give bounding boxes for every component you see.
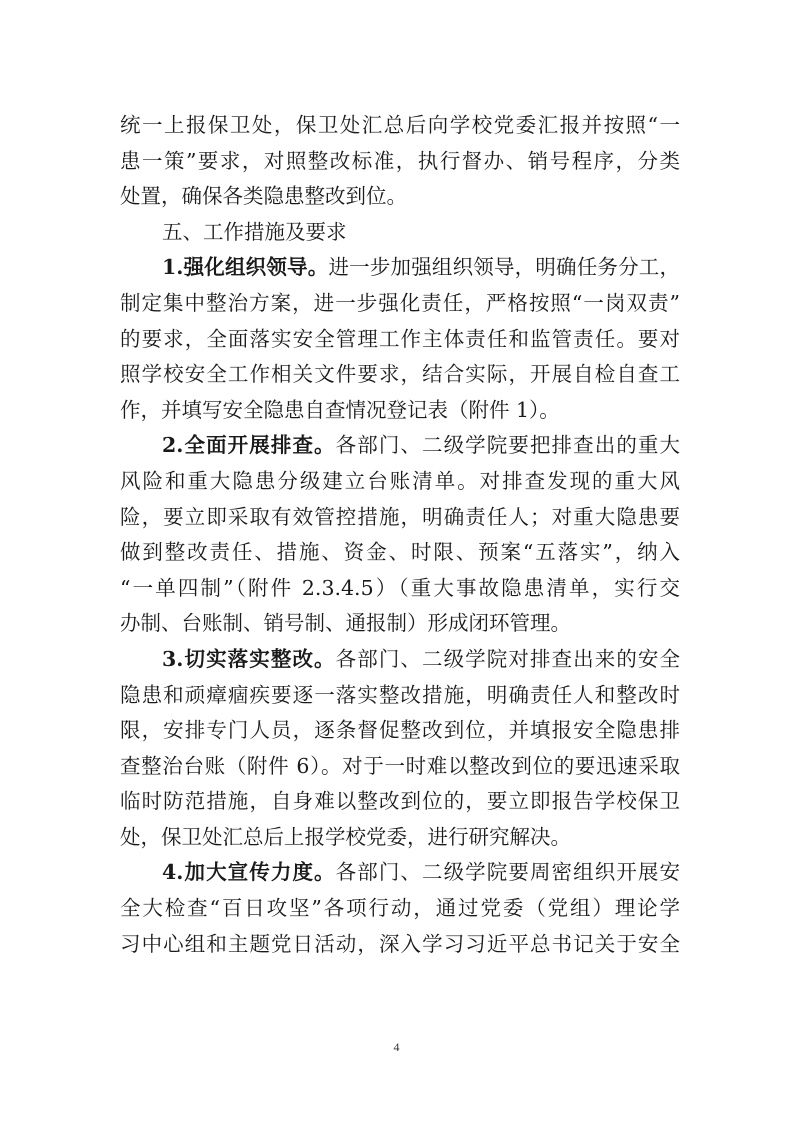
document-body [120,108,680,962]
text-line: 办制、台账制、销号制、通报制）形成闭环管理。 [120,611,571,636]
item-2-first-line [120,428,680,464]
item-1-first-line [120,250,680,286]
item-4-first-rest: 各部门、二级学院要周密组织开展安 [335,860,681,885]
text-line: 全大检查“百日攻坚”各项行动，通过党委（党组）理论学 [120,896,680,921]
text-line: 风险和重大隐患分级建立台账清单。对排查发现的重大风 [120,468,680,493]
item-4-first-line [120,855,680,891]
item-3-first-line [120,642,680,678]
text-line: 做到整改责任、措施、资金、时限、预案“五落实”，纳入 [120,540,680,565]
item-4-title: 4.加大宣传力度。 [162,860,336,885]
text-line: 的要求，全面落实安全管理工作主体责任和监管责任。要对 [120,326,680,351]
item-3-title: 3.切实落实整改。 [162,646,336,671]
item-2-first-rest: 各部门、二级学院要把排查出的重大 [335,433,681,458]
text-line: 处置，确保各类隐患整改到位。 [120,184,407,209]
text-line: 习中心组和主题党日活动，深入学习习近平总书记关于安全 [120,931,680,956]
page-number: 4 [393,1040,400,1054]
text-line: 隐患和顽瘴痼疾要逐一落实整改措施，明确责任人和整改时 [120,682,680,707]
text-line: 作，并填写安全隐患自查情况登记表（附件 1）。 [120,397,560,422]
text-line: 限，安排专门人员，逐条督促整改到位，并填报安全隐患排 [120,718,680,743]
text-line: 照学校安全工作相关文件要求，结合实际，开展自检自查工 [120,362,680,387]
item-4-paragraph [120,855,680,962]
item-1-title: 1.强化组织领导。 [162,255,329,280]
section-heading: 五、工作措施及要求 [162,219,347,244]
intro-paragraph [120,108,680,215]
text-line: 险，要立即采取有效管控措施，明确责任人；对重大隐患要 [120,504,680,529]
item-1-first-rest: 进一步加强组织领导，明确任务分工， [328,255,680,280]
item-2-title: 2.全面开展排查。 [162,433,336,458]
text-line: 患一策”要求，对照整改标准，执行督办、销号程序，分类 [120,148,680,173]
text-line: 临时防范措施，自身难以整改到位的，要立即报告学校保卫 [120,789,680,814]
item-3-first-rest: 各部门、二级学院对排查出来的安全 [335,646,681,671]
text-line: 查整治台账（附件 6）。对于一时难以整改到位的要迅速采取 [120,753,680,778]
item-3-paragraph [120,642,680,856]
text-line: 统一上报保卫处，保卫处汇总后向学校党委汇报并按照“一 [120,113,680,137]
text-line: 制定集中整治方案，进一步强化责任，严格按照“一岗双责” [120,290,680,315]
item-2-paragraph [120,428,680,642]
item-1-paragraph [120,250,680,428]
text-line: “一单四制”（附件 2.3.4.5）（重大事故隐患清单，实行交 [120,575,680,600]
text-line: 处，保卫处汇总后上报学校党委，进行研究解决。 [120,824,571,849]
